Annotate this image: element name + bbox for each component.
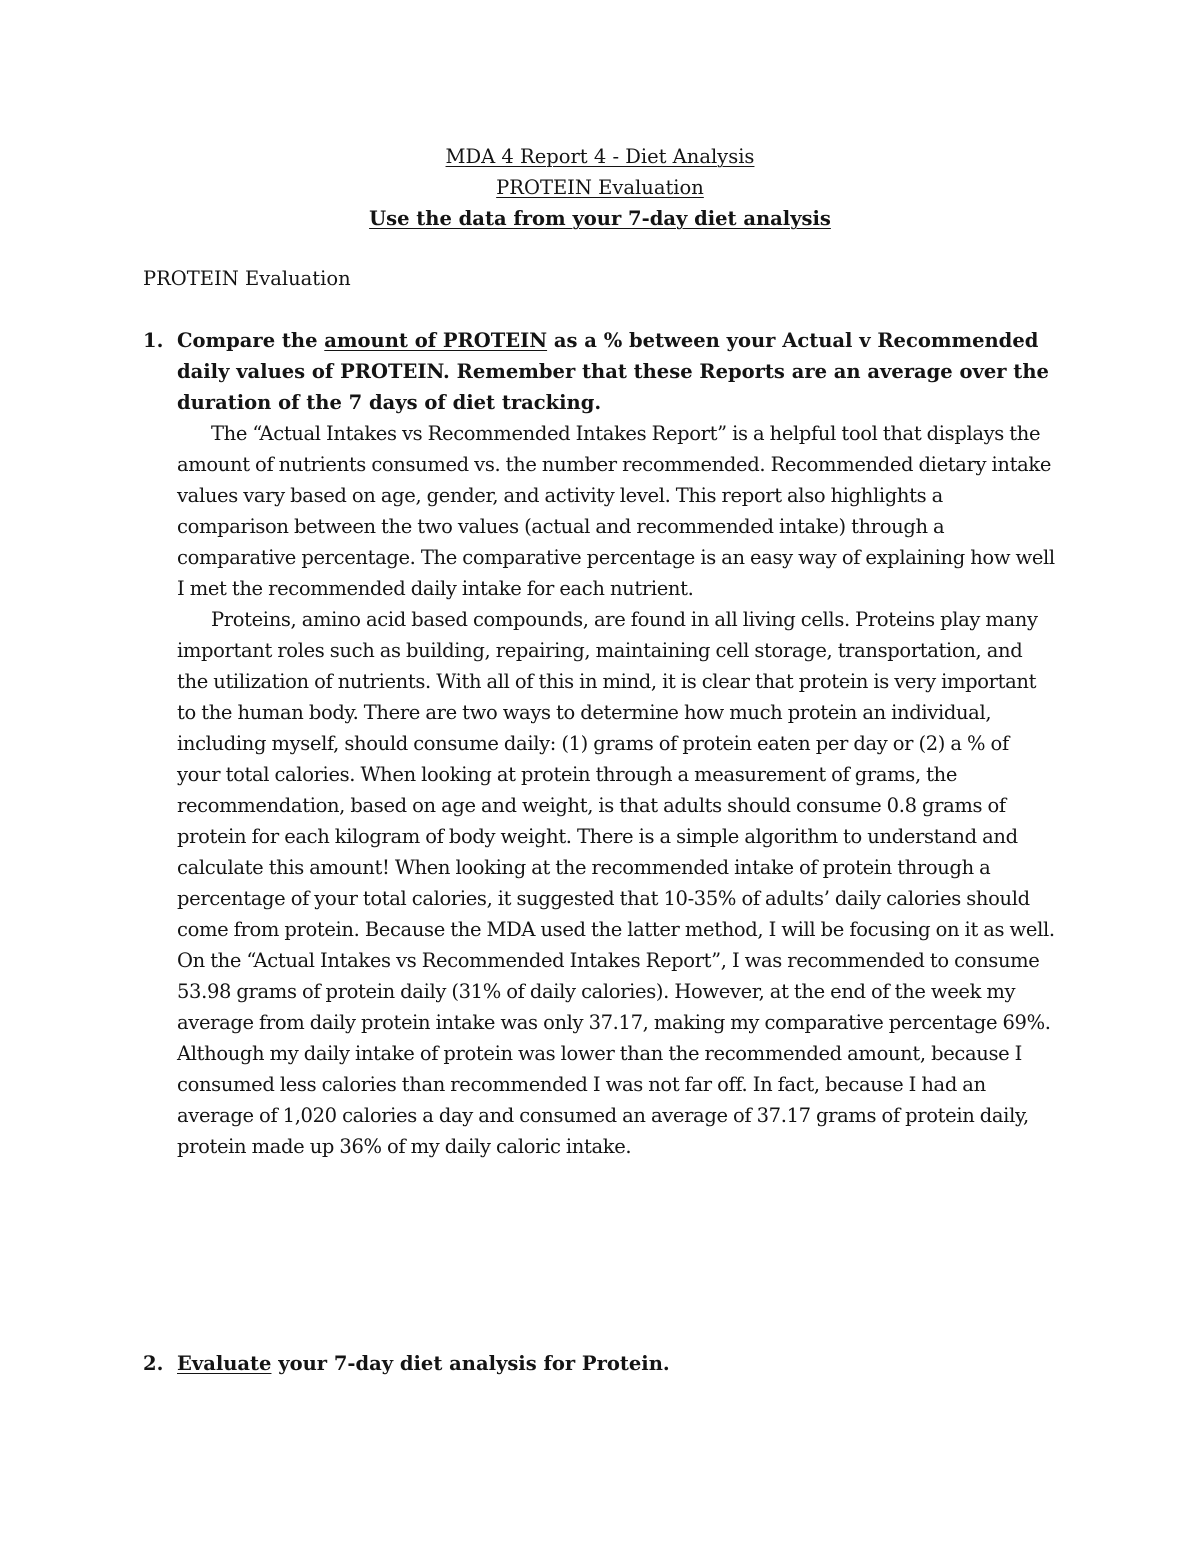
document-header (0, 141, 1200, 234)
question-1-text-start: Compare the (177, 329, 325, 352)
answer-1 (177, 418, 1057, 1162)
answer-paragraph-2: Proteins, amino acid based compounds, are found in all living cells. Proteins play many important roles such as building, repairing, maintaining cell storage, transportation, and the utilization of nutrients. With all of this in mind, it is clear that protein is very important to the human body. There are two ways to determine how much protein an individual, including myself, should consume daily: (1) grams of protein eaten per day or (2) a % of your total calories. When looking at protein through a measurement of grams, the recommendation, based on age and weight, is that adults should consume 0.8 grams of protein for each kilogram of body weight. There is a simple algorithm to understand and calculate this amount! When looking at the recommended intake of protein through a percentage of your total calories, it suggested that 10-35% of adults’ daily calories should come from protein. Because the MDA used the latter method, I will be focusing on it as well. On the “Actual Intakes vs Recommended Intakes Report”, I was recommended to consume 53.98 grams of protein daily (31% of daily calories). However, at the end of the week my average from daily protein intake was only 37.17, making my comparative percentage 69%. Although my daily intake of protein was lower than the recommended amount, because I consumed less calories than recommended I was not far off. In fact, because I had an average of 1,020 calories a day and consumed an average of 37.17 grams of protein daily, protein made up 36% of my daily caloric intake. (177, 608, 1055, 1158)
question-1-number: 1. (143, 329, 164, 352)
question-1-text-end: as a % between your Actual v Recommended daily values of PROTEIN. Remember that these Reports are an average over the duration of the 7 days of diet tracking. (177, 329, 1049, 414)
report-subtitle: PROTEIN Evaluation (496, 176, 704, 199)
report-title: MDA 4 Report 4 - Diet Analysis (445, 145, 755, 168)
question-1-underlined: amount of PROTEIN (324, 329, 548, 352)
question-2-text-end: your 7-day diet analysis for Protein. (271, 1352, 670, 1375)
answer-paragraph-1: The “Actual Intakes vs Recommended Intakes Report” is a helpful tool that displays the amount of nutrients consumed vs. the number recommended. Recommended dietary intake values vary based on age, gender, and activity level. This report also highlights a comparison between the two values (actual and recommended intake) through a comparative percentage. The comparative percentage is an easy way of explaining how well I met the recommended daily intake for each nutrient. (177, 422, 1055, 600)
question-2-number: 2. (143, 1352, 164, 1375)
question-1 (143, 325, 1057, 418)
question-2 (143, 1348, 1057, 1379)
report-instruction: Use the data from your 7-day diet analysis (369, 207, 831, 230)
section-heading: PROTEIN Evaluation (143, 267, 351, 290)
question-2-underlined: Evaluate (177, 1352, 272, 1375)
